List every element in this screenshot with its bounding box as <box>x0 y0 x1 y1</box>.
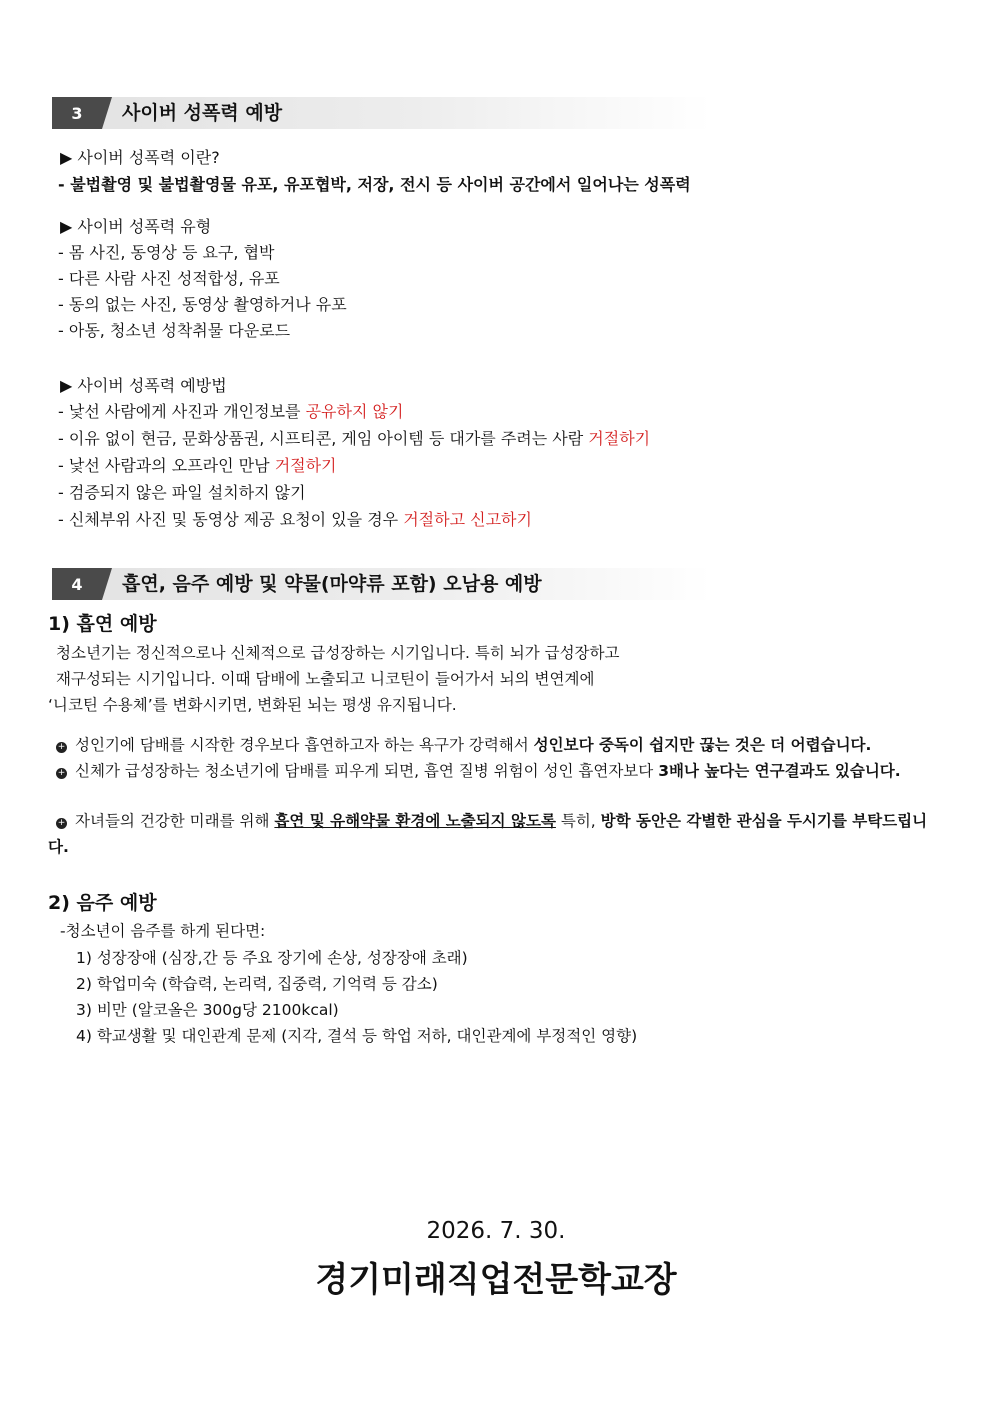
plus-circle-icon: + <box>57 742 66 752</box>
section-header-slash <box>102 97 112 129</box>
smoking-bullet: + 자녀들의 건강한 미래를 위해 흡연 및 유해약물 환경에 노출되지 않도록 특히, 방학 동안은 각별한 관심을 두시기를 부탁드립니다. <box>48 812 928 856</box>
drinking-item: 2) 학업미숙 (학습력, 논리력, 집중력, 기억력 등 감소) <box>76 975 438 993</box>
drinking-intro: -청소년이 음주를 하게 된다면: <box>60 922 266 940</box>
drinking-item: 3) 비만 (알코올은 300g당 2100kcal) <box>76 1001 339 1019</box>
issuer-name: 경기미래직업전문학교장 <box>315 1260 677 1300</box>
smoking-heading: 1) 흡연 예방 <box>48 613 157 635</box>
section-3-number: 3 <box>52 97 102 129</box>
smoking-paragraph-line: ‘니코틴 수용체’를 변화시키면, 변화된 뇌는 평생 유지됩니다. <box>48 696 457 714</box>
smoking-bullet: + 신체가 급성장하는 청소년기에 담배를 피우게 되면, 흡연 질병 위험이 성인 흡연자보다 3배나 높다는 연구결과도 있습니다. <box>57 762 901 780</box>
question-types: ▶ 사이버 성폭력 유형 <box>60 217 212 236</box>
plus-circle-icon: + <box>57 818 66 828</box>
section-4-title: 흡연, 음주 예방 및 약물(마약류 포함) 오남용 예방 <box>122 573 542 595</box>
prevention-item: - 이유 없이 현금, 문화상품권, 시프티콘, 게임 아이템 등 대가를 주려는 사람 거절하기 <box>58 429 651 448</box>
type-item: - 동의 없는 사진, 동영상 촬영하거나 유포 <box>58 295 347 314</box>
smoking-bullet: + 성인기에 담배를 시작한 경우보다 흡연하고자 하는 욕구가 강력해서 성인보다 중독이 쉽지만 끊는 것은 더 어렵습니다. <box>57 736 872 754</box>
question-prevention: ▶ 사이버 성폭력 예방법 <box>60 376 227 395</box>
prevention-item: - 낯선 사람과의 오프라인 만남 거절하기 <box>58 456 337 475</box>
smoking-paragraph-line: 청소년기는 정신적으로나 신체적으로 급성장하는 시기입니다. 특히 뇌가 급성장하고 <box>56 644 620 662</box>
definition-line: - 불법촬영 및 불법촬영물 유포, 유포협박, 저장, 전시 등 사이버 공간에서 일어나는 성폭력 <box>58 175 691 194</box>
section-3-title: 사이버 성폭력 예방 <box>122 102 283 124</box>
type-item: - 아동, 청소년 성착취물 다운로드 <box>58 321 291 340</box>
type-item: - 몸 사진, 동영상 등 요구, 협박 <box>58 243 275 262</box>
question-what-is: ▶ 사이버 성폭력 이란? <box>60 148 220 167</box>
section-4-number: 4 <box>52 568 102 600</box>
section-4-header <box>52 568 712 600</box>
drinking-item: 4) 학교생활 및 대인관계 문제 (지각, 결석 등 학업 저하, 대인관계에 부정적인 영향) <box>76 1027 638 1045</box>
document-date: 2026. 7. 30. <box>426 1218 566 1244</box>
section-header-slash <box>102 568 112 600</box>
prevention-item: - 낯선 사람에게 사진과 개인정보를 공유하지 않기 <box>58 402 404 421</box>
type-item: - 다른 사람 사진 성적합성, 유포 <box>58 269 280 288</box>
prevention-item: - 신체부위 사진 및 동영상 제공 요청이 있을 경우 거절하고 신고하기 <box>58 510 532 529</box>
drinking-heading: 2) 음주 예방 <box>48 892 157 914</box>
smoking-paragraph-line: 재구성되는 시기입니다. 이때 담배에 노출되고 니코틴이 들어가서 뇌의 변연계에 <box>56 670 595 688</box>
section-3-header <box>52 97 712 129</box>
prevention-item: - 검증되지 않은 파일 설치하지 않기 <box>58 483 306 502</box>
plus-circle-icon: + <box>57 768 66 778</box>
drinking-item: 1) 성장장애 (심장,간 등 주요 장기에 손상, 성장장애 초래) <box>76 949 468 967</box>
